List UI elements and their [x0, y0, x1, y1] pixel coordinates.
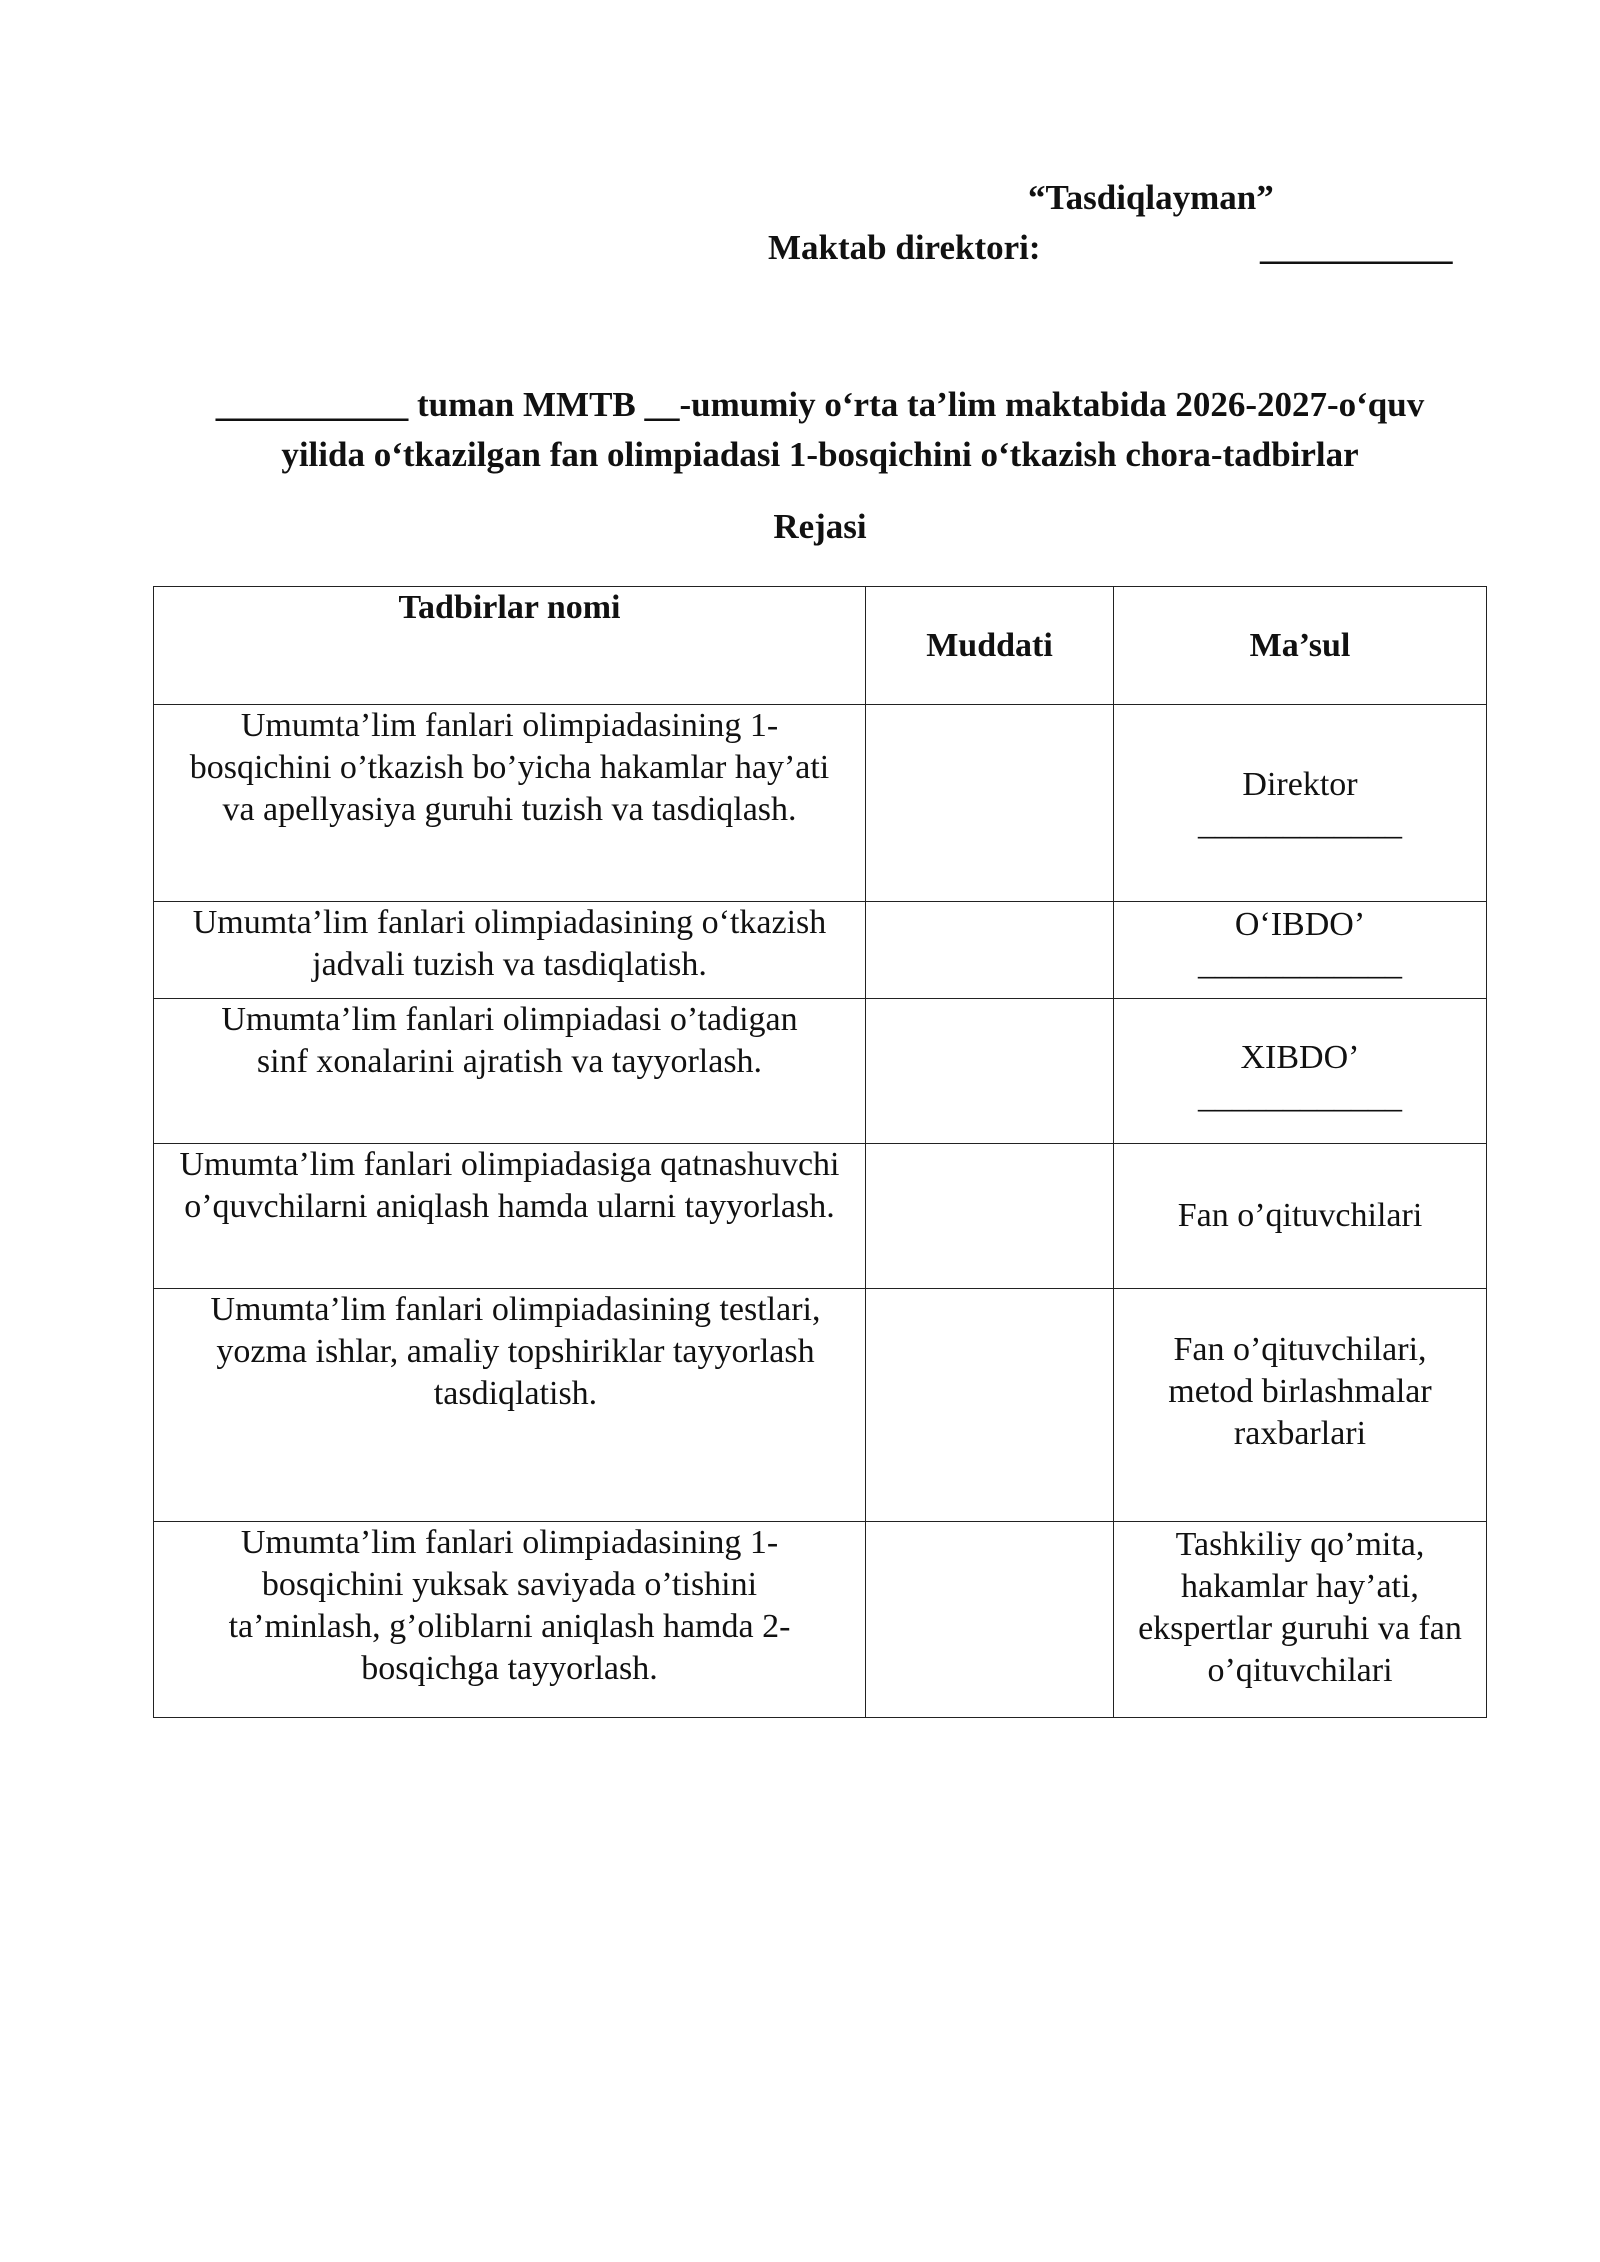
table-row — [154, 1289, 1487, 1522]
approval-block — [0, 0, 1600, 300]
deadline-cell — [866, 1289, 1114, 1522]
heading-line-1: ___________ tuman MMTB __-umumiy o‘rta ta’lim maktabida 2026-2027-o‘quv — [215, 385, 1425, 424]
signature-blank: ____________ — [1198, 945, 1402, 982]
event-name-cell: Umumta’lim fanlari olimpiadasining 1-bosqichini yuksak saviyada o’tishini ta’minlash, g’oliblarni aniqlash hamda 2-bosqichga tayyorlash. — [154, 1522, 866, 1718]
table-row — [154, 1144, 1487, 1289]
event-name-cell: Umumta’lim fanlari olimpiadasining o‘tkazish jadvali tuzish va tasdiqlatish. — [154, 902, 866, 999]
responsible-cell — [1114, 902, 1487, 999]
director-label: Maktab direktori: — [768, 228, 1041, 267]
event-name-cell: Umumta’lim fanlari olimpiadasining testlari, yozma ishlar, amaliy topshiriklar tayyorlash tasdiqlatish. — [154, 1289, 866, 1522]
plan-table — [153, 586, 1487, 1718]
event-name-cell: Umumta’lim fanlari olimpiadasi o’tadigan sinf xonalarini ajratish va tayyorlash. — [154, 999, 866, 1144]
table-row — [154, 999, 1487, 1144]
header-responsible: Ma’sul — [1114, 587, 1487, 705]
table-row — [154, 902, 1487, 999]
responsible-cell: Tashkiliy qo’mita, hakamlar hay’ati, ekspertlar guruhi va fan o’qituvchilari — [1114, 1522, 1487, 1718]
signature-blank: ____________ — [1198, 1078, 1402, 1115]
header-event-name: Tadbirlar nomi — [154, 587, 866, 705]
heading-line-2: yilida o‘tkazilgan fan olimpiadasi 1-bosqichini o‘tkazish chora-tadbirlar — [281, 435, 1359, 474]
responsible-text: O‘IBDO’ — [1234, 906, 1366, 943]
deadline-cell — [866, 999, 1114, 1144]
responsible-text: Direktor — [1242, 766, 1358, 803]
table-row — [154, 1522, 1487, 1718]
deadline-cell — [866, 705, 1114, 902]
deadline-cell — [866, 1522, 1114, 1718]
event-name-cell: Umumta’lim fanlari olimpiadasiga qatnashuvchi o’quvchilarni aniqlash hamda ularni tayyorlash. — [154, 1144, 866, 1289]
responsible-cell: Fan o’qituvchilari — [1114, 1144, 1487, 1289]
header-deadline: Muddati — [866, 587, 1114, 705]
responsible-text: XIBDO’ — [1240, 1039, 1360, 1076]
deadline-cell — [866, 1144, 1114, 1289]
approval-title: “Tasdiqlayman” — [1028, 178, 1274, 217]
document-heading — [140, 380, 1500, 480]
director-signature-line: ___________ — [1260, 228, 1453, 267]
table-header-row — [154, 587, 1487, 705]
deadline-cell — [866, 902, 1114, 999]
responsible-cell: Fan o’qituvchilari, metod birlashmalar raxbarlari — [1114, 1289, 1487, 1522]
signature-blank: ____________ — [1198, 805, 1402, 842]
table-row — [154, 705, 1487, 902]
event-name-cell: Umumta’lim fanlari olimpiadasining 1-bosqichini o’tkazish bo’yicha hakamlar hay’ati va apellyasiya guruhi tuzish va tasdiqlash. — [154, 705, 866, 902]
responsible-cell — [1114, 705, 1487, 902]
plan-subtitle: Rejasi — [773, 507, 867, 546]
responsible-cell — [1114, 999, 1487, 1144]
